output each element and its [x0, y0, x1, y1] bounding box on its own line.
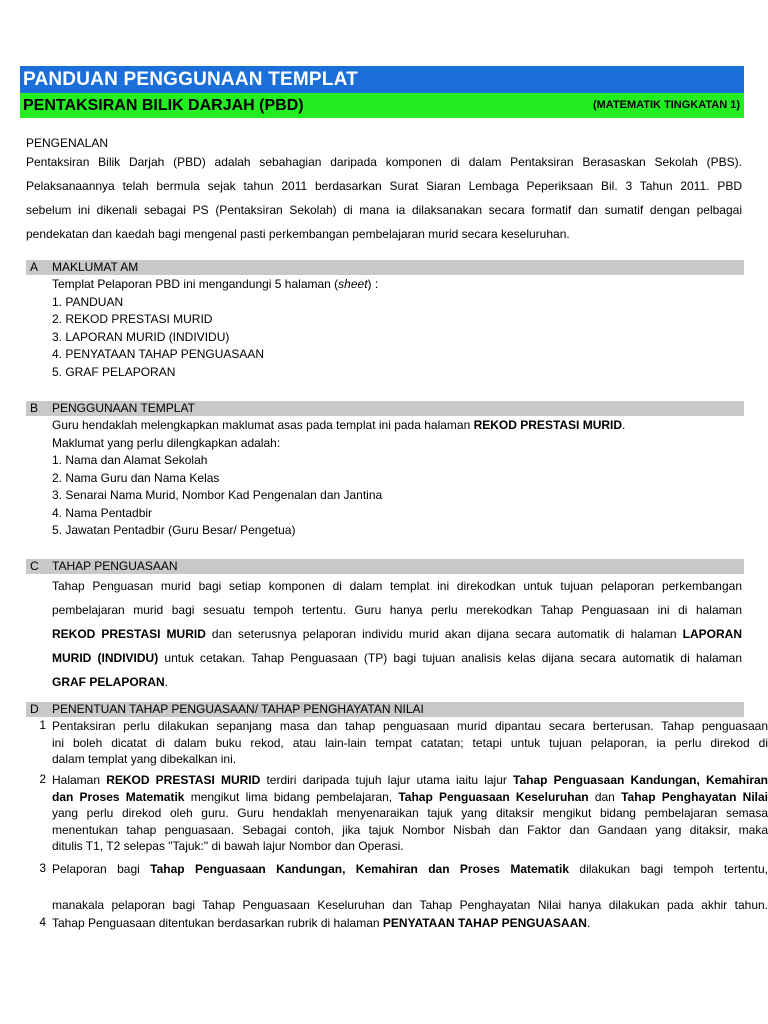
- text-segment: terdiri daripada tujuh lajur utama iaitu lajur: [260, 773, 514, 787]
- item-number: 4: [39, 915, 46, 929]
- subject-label: (MATEMATIK TINGKATAN 1): [592, 99, 740, 111]
- text-segment: dilakukan bagi tempoh tertentu,: [569, 862, 768, 876]
- text-segment: .: [164, 675, 169, 689]
- text-segment-bold: LAPORAN: [682, 627, 742, 641]
- section-title: PENENTUAN TAHAP PENGUASAAN/ TAHAP PENGHAYATAN NILAI: [52, 702, 424, 716]
- document-subtitle-bar: [20, 93, 744, 118]
- list-item: 5. GRAF PELAPORAN: [52, 364, 176, 379]
- text-segment: Pelaporan bagi: [52, 862, 151, 876]
- paragraph-line: [52, 622, 742, 646]
- list-item: 1. PANDUAN: [52, 294, 124, 309]
- section-b-content: [52, 417, 625, 540]
- text-segment: mengikut lima bidang pembelajaran,: [184, 789, 399, 804]
- text-segment-bold: Tahap Penghayatan Nilai: [621, 789, 768, 804]
- item-line: manakala pelaporan bagi Tahap Penguasaan Keseluruhan dan Tahap Penghayatan Nilai hanya dilakukan pada akhir tahun.: [52, 897, 768, 912]
- section-letter: D: [30, 702, 39, 716]
- list-item: 4. PENYATAAN TAHAP PENGUASAAN: [52, 347, 265, 361]
- intro-heading: PENGENALAN: [26, 136, 109, 150]
- text-segment: untuk cetakan. Tahap Penguasaan (TP) bagi tujuan analisis kelas dijana secara automatik di halaman: [158, 651, 743, 665]
- text-segment-bold: PENYATAAN TAHAP PENGUASAAN: [382, 916, 587, 930]
- text-segment-italic: sheet: [338, 277, 368, 291]
- list-item: 4. Nama Pentadbir: [52, 505, 153, 520]
- item-line: yang perlu direkod oleh guru. Guru hendaklah menyenaraikan tajuk yang ditaksir mengikut bidang pembelajaran semasa: [52, 806, 768, 820]
- item-number: 1: [39, 718, 46, 732]
- intro-paragraph: [26, 150, 742, 246]
- section-d-header: [26, 702, 744, 717]
- section-b-line: Maklumat yang perlu dilengkapkan adalah:: [52, 435, 281, 450]
- document-title: PANDUAN PENGGUNAAN TEMPLAT: [20, 66, 744, 93]
- section-letter: A: [30, 260, 39, 274]
- item-number: 3: [39, 861, 46, 875]
- text-segment: dan seterusnya pelaporan individu murid akan dijana secara automatik di halaman: [205, 627, 683, 641]
- section-title: PENGGUNAAN TEMPLAT: [52, 401, 195, 415]
- item-line: [52, 789, 768, 806]
- text-segment: Halaman: [52, 773, 107, 787]
- text-segment-bold: REKOD PRESTASI MURID: [52, 627, 206, 641]
- text-segment: .: [622, 418, 626, 432]
- list-item: 3. Senarai Nama Murid, Nombor Kad Pengenalan dan Jantina: [52, 488, 383, 502]
- item-line: ditulis T1, T2 selepas "Tajuk:" di bawah lajur Nombor dan Operasi.: [52, 839, 404, 853]
- item-line: ini boleh dicatat di dalam buku rekod, atau lain-lain tempat catatan; tetapi untuk tujuan pelaporan, ia perlu direkod di: [52, 735, 768, 750]
- list-item: 3. LAPORAN MURID (INDIVIDU): [52, 329, 230, 344]
- text-segment: ) :: [367, 277, 379, 291]
- item-line: menentukan tahap penguasaan. Sebagai contoh, jika tajuk Nombor Nisbah dan Faktor dan Gandaan yang ditaksir, maka: [52, 822, 768, 837]
- paragraph-line: pembelajaran murid bagi sesuatu tempoh tertentu. Guru hanya perlu merekodkan Tahap Penguasaan ini di halaman: [52, 603, 742, 617]
- section-title: TAHAP PENGUASAAN: [52, 559, 178, 573]
- intro-line: Pentaksiran Bilik Darjah (PBD) adalah sebahagian daripada komponen di dalam Pentaksiran Berasaskan Sekolah (PBS).: [26, 155, 742, 169]
- item-number: 2: [39, 772, 46, 786]
- document-subtitle: PENTAKSIRAN BILIK DARJAH (PBD): [23, 97, 304, 114]
- item-line: dalam templat yang dibekalkan ini.: [52, 752, 237, 766]
- text-segment-bold: MURID (INDIVIDU): [52, 651, 159, 665]
- text-segment-bold: REKOD PRESTASI MURID: [106, 773, 261, 787]
- list-item: 2. REKOD PRESTASI MURID: [52, 312, 213, 326]
- paragraph-line: Tahap Penguasan murid bagi setiap komponen di dalam templat ini direkodkan untuk tujuan pelaporan perkembangan: [52, 579, 742, 593]
- text-segment-bold: Tahap Penguasaan Kandungan, Kemahiran dan Proses Matematik: [150, 862, 570, 876]
- section-c-paragraph: [52, 574, 742, 694]
- item-line: Pentaksiran perlu dilakukan sepanjang masa dan tahap penguasaan murid dipantau secara berterusan. Tahap penguasaan: [52, 719, 768, 733]
- item-line: [52, 861, 768, 878]
- section-a-intro: [52, 276, 378, 294]
- section-a-header: [26, 260, 744, 275]
- paragraph-line: [52, 670, 742, 694]
- text-segment: Guru hendaklah melengkapkan maklumat asas pada templat ini pada halaman: [52, 418, 474, 432]
- section-c-header: [26, 559, 744, 574]
- text-segment-bold: Tahap Penguasaan Keseluruhan: [398, 789, 589, 804]
- text-segment-bold: GRAF PELAPORAN: [52, 675, 165, 689]
- section-a-content: [52, 276, 378, 381]
- text-segment: Tahap Penguasaan ditentukan berdasarkan rubrik di halaman: [52, 916, 383, 930]
- section-title: MAKLUMAT AM: [52, 260, 139, 274]
- list-item: 1. Nama dan Alamat Sekolah: [52, 453, 208, 467]
- paragraph-line: [52, 646, 742, 670]
- section-b-header: [26, 401, 744, 416]
- section-letter: B: [30, 401, 39, 415]
- text-segment-bold: dan Proses Matematik: [52, 789, 185, 804]
- section-b-line: [52, 417, 625, 435]
- text-segment-bold: REKOD PRESTASI MURID: [473, 418, 623, 432]
- intro-line: sebelum ini dikenali sebagai PS (Pentaksiran Sekolah) di mana ia dilaksanakan secara formatif dan sumatif dengan pelbagai: [26, 203, 742, 217]
- text-segment: dan: [588, 789, 622, 804]
- intro-line: pendekatan dan kaedah bagi mengenal pasti perkembangan pembelajaran murid secara keseluruhan.: [26, 227, 570, 241]
- item-line: [52, 772, 768, 789]
- list-item: 5. Jawatan Pentadbir (Guru Besar/ Pengetua): [52, 523, 296, 537]
- list-item: 2. Nama Guru dan Nama Kelas: [52, 470, 220, 485]
- section-letter: C: [30, 559, 39, 573]
- text-segment: .: [586, 916, 591, 930]
- item-line: [52, 915, 768, 932]
- text-segment-bold: Tahap Penguasaan Kandungan, Kemahiran: [513, 773, 768, 787]
- text-segment: Templat Pelaporan PBD ini mengandungi 5 halaman (: [52, 277, 339, 291]
- intro-line: Pelaksanaannya telah bermula sejak tahun 2011 berdasarkan Surat Siaran Lembaga Peperiksaan Bil. 3 Tahun 2011. PBD: [26, 179, 742, 193]
